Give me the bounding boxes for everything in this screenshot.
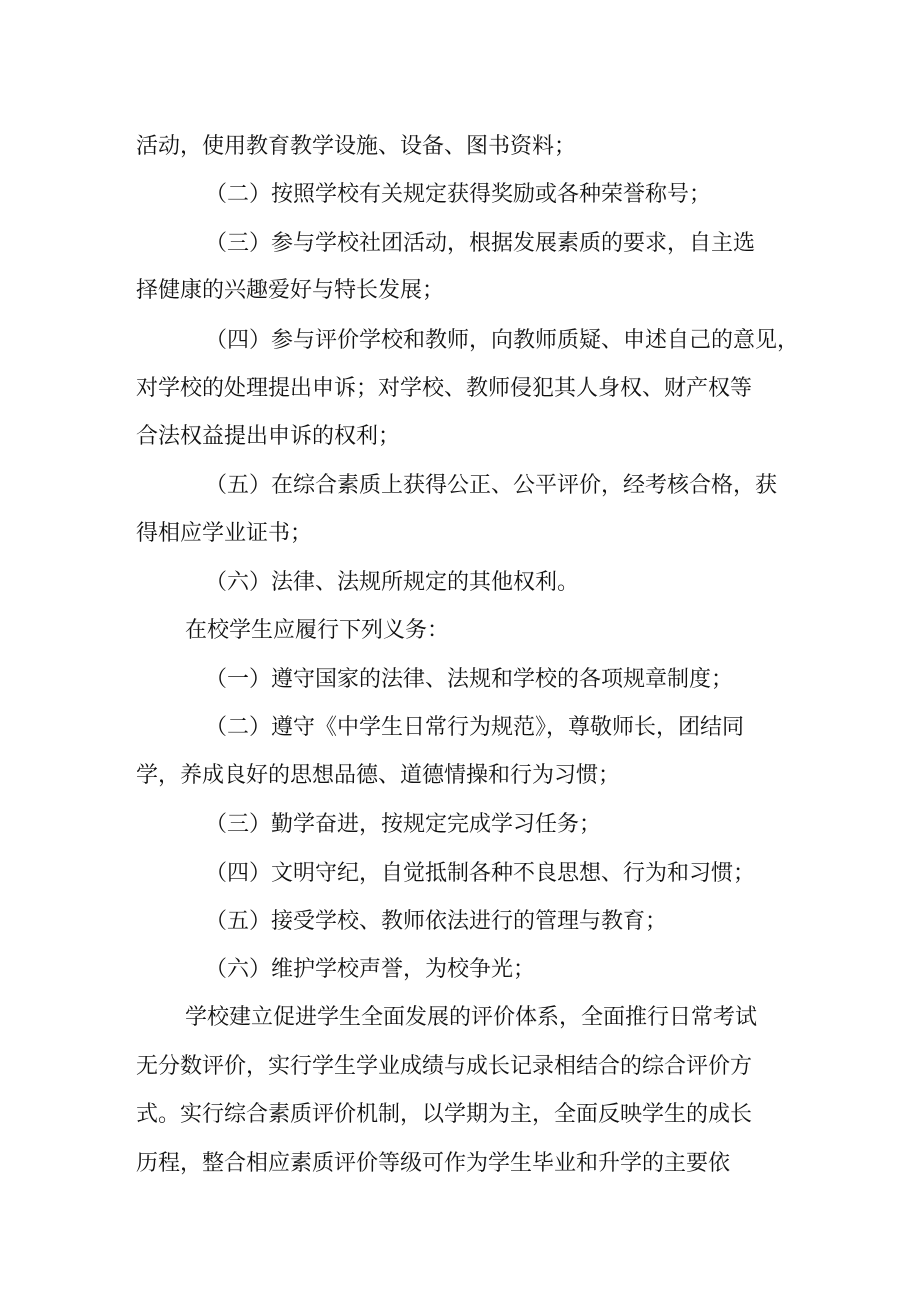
text-line: 对学校的处理提出申诉；对学校、教师侵犯其人身权、财产权等 [136, 376, 753, 401]
text-line: 择健康的兴趣爱好与特长发展； [136, 278, 445, 303]
text-line: （三）参与学校社团活动，根据发展素质的要求，自主选 [205, 231, 756, 256]
text-line: （五）接受学校、教师依法进行的管理与教育； [205, 909, 668, 934]
text-line: 式。实行综合素质评价机制，以学期为主，全面反映学生的成长 [136, 1102, 753, 1127]
text-line: （六）维护学校声誉，为校争光； [205, 957, 536, 982]
text-line: 得相应学业证书； [136, 521, 313, 546]
text-line: 在校学生应履行下列义务： [185, 618, 450, 643]
text-line: （六）法律、法规所规定的其他权利。 [205, 570, 580, 595]
text-line: 学，养成良好的思想品德、道德情操和行为习惯； [136, 763, 621, 788]
text-line: （二）遵守《中学生日常行为规范》，尊敬师长，团结同 [205, 715, 745, 740]
text-line: （四）参与评价学校和教师，向教师质疑、申述自己的意见， [205, 328, 800, 353]
text-line: （一）遵守国家的法律、法规和学校的各项规章制度； [205, 667, 734, 692]
text-line: 合法权益提出申诉的权利； [136, 424, 401, 449]
text-line: 无分数评价，实行学生学业成绩与成长记录相结合的综合评价方 [136, 1054, 753, 1079]
text-line: 学校建立促进学生全面发展的评价体系，全面推行日常考试 [185, 1005, 758, 1030]
text-line: （三）勤学奋进，按规定完成学习任务； [205, 812, 602, 837]
text-line: 活动，使用教育教学设施、设备、图书资料； [136, 134, 577, 159]
text-line: （四）文明守纪，自觉抵制各种不良思想、行为和习惯； [205, 861, 756, 886]
text-line: （五）在综合素质上获得公正、公平评价，经考核合格，获 [205, 473, 778, 498]
text-line: （二）按照学校有关规定获得奖励或各种荣誉称号； [205, 182, 712, 207]
text-line: 历程，整合相应素质评价等级可作为学生毕业和升学的主要依 [136, 1151, 731, 1176]
